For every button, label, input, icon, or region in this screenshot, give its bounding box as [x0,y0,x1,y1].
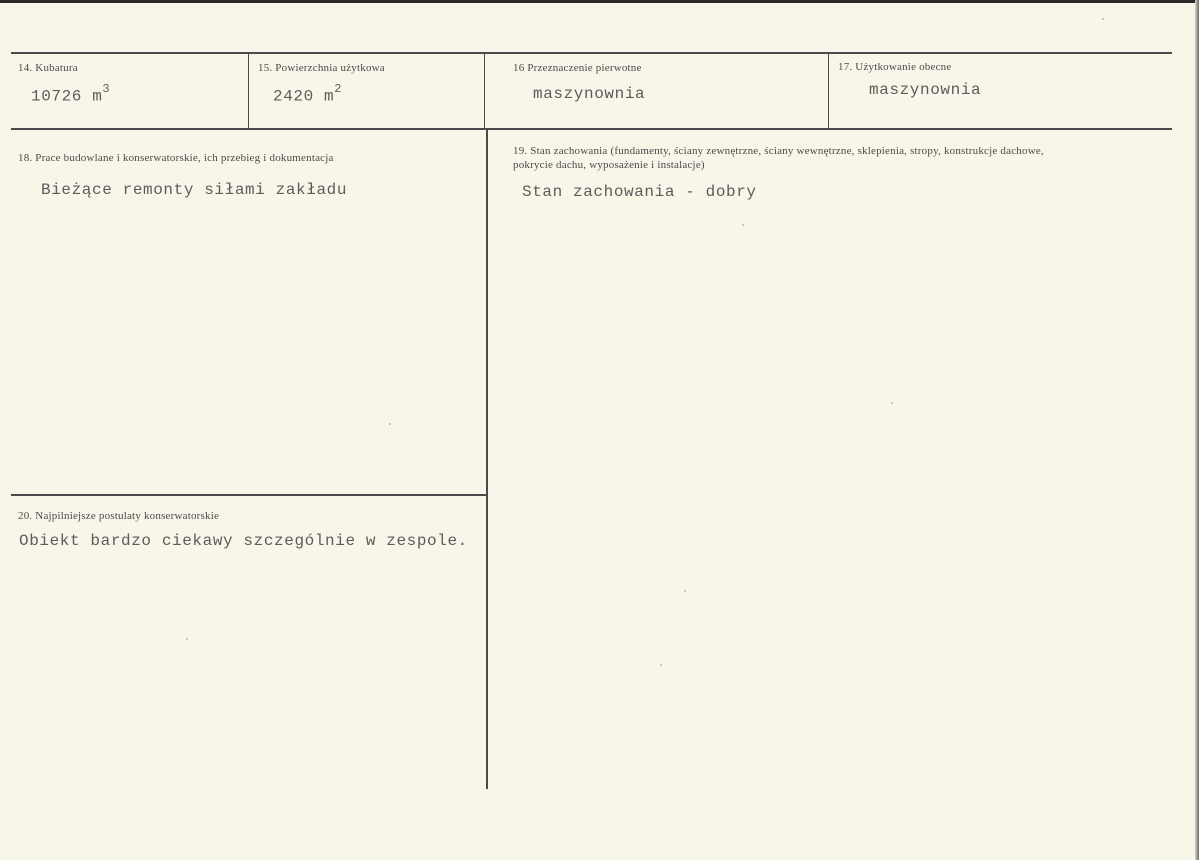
row1-bottom-rule [11,128,1172,130]
field-20-label: 20. Najpilniejsze postulaty konserwatorskie [18,510,220,522]
divider-14-15 [248,53,249,128]
field-17-label: 17. Użytkowanie obecne [838,61,952,73]
field-14-value-text: 10726 m [31,87,103,106]
paper-speck [891,402,893,404]
card-top-edge [0,0,1199,3]
field-17-value: maszynownia [869,81,982,99]
card-right-edge [1195,0,1199,860]
field-14-value [31,84,110,105]
field-19-label: 19. Stan zachowania (fundamenty, ściany zewnętrzne, ściany wewnętrzne, sklepienia, stropy, konstrukcje dachowe, pokrycie dachu, wyposażenie i instalacje) [513,145,1044,171]
top-rule [11,52,1172,54]
field-18-label: 18. Prace budowlane i konserwatorskie, ich przebieg i dokumentacja [18,152,334,164]
paper-speck [389,423,391,425]
field-14-label: 14. Kubatura [18,62,78,74]
field-15-value-text: 2420 m [273,87,335,106]
divider-15-16 [484,53,485,128]
field-18-value: Bieżące remonty siłami zakładu [41,181,348,199]
paper-speck [684,590,686,592]
field-16-value: maszynownia [533,85,646,103]
divider-16-17 [828,53,829,128]
section-18-20-rule [11,494,487,496]
paper-speck [1102,18,1104,20]
paper-speck [186,638,188,640]
field-16-label: 16 Przeznaczenie pierwotne [513,62,642,74]
field-20-value: Obiekt bardzo ciekawy szczególnie w zespole. [19,532,468,550]
paper-speck [742,224,744,226]
field-15-label: 15. Powierzchnia użytkowa [258,62,385,74]
field-15-value-unit-exponent: 2 [334,82,343,96]
field-15-value [273,84,342,105]
paper-speck [660,664,662,666]
vertical-divider-main [486,129,488,789]
field-14-value-unit-exponent: 3 [102,82,111,96]
field-19-value: Stan zachowania - dobry [522,183,757,201]
